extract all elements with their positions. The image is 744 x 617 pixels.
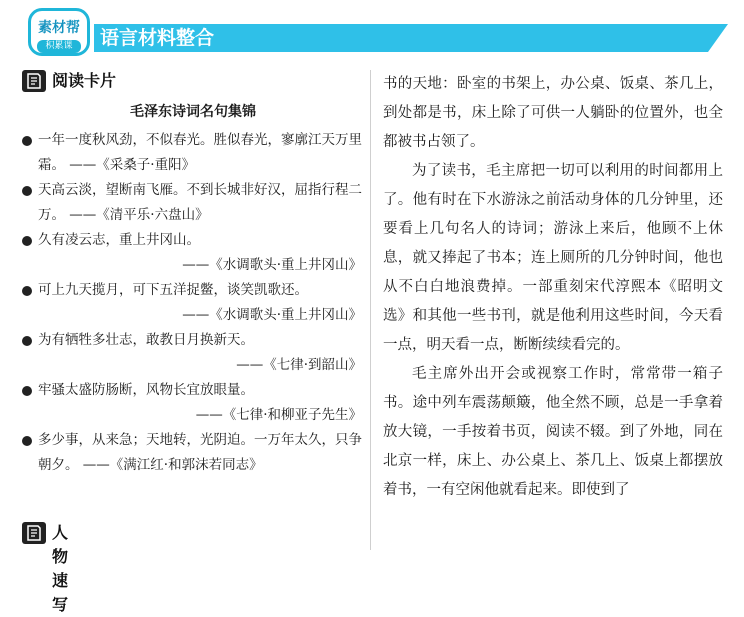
bullet-icon: [22, 186, 32, 196]
badge-main-label: 素材帮: [38, 20, 80, 36]
quote-text: 一年一度秋风劲，不似春光。胜似春光，寥廓江天万里霜。: [38, 132, 362, 173]
quote-item: [22, 428, 364, 478]
bullet-icon: [22, 136, 32, 146]
left-column: [22, 68, 364, 614]
book-icon: [22, 70, 46, 92]
right-column: [383, 70, 723, 550]
quote-text: 可上九天揽月，可下五洋捉鳖，谈笑凯歌还。: [38, 282, 308, 298]
bullet-icon: [22, 386, 32, 396]
bullet-icon: [22, 286, 32, 296]
bullet-icon: [22, 236, 32, 246]
quote-text: 牢骚太盛防肠断，风物长宜放眼量。: [38, 382, 254, 398]
quote-item: [22, 178, 364, 228]
title-bar: [94, 24, 708, 52]
body-paragraph: 为了读书，毛主席把一切可以利用的时间都用上了。他有时在下水游泳之前活动身体的几分钟里，还要看上几句名人的诗词；游泳上来后，他顾不上休息，就又捧起了书本；连上厕所的几分钟时间，他也从不白白地浪费掉。一部重刻宋代淳熙本《昭明文选》和其他一些书刊，就是他利用这些时间，今天看一点，明天看一点，断断续续看完的。: [383, 163, 723, 353]
poem-collection-title: 毛泽东诗词名句集锦: [130, 104, 256, 120]
body-paragraph: 毛主席外出开会或视察工作时，常常带一箱子书。途中列车震荡颠簸，他全然不顾，总是一手拿着放大镜，一手按着书页，阅读不辍。到了外地，同在北京一样，床上、办公桌上、茶几上、饭桌上都摆放着书，一有空闲他就看起来。即使到了: [383, 366, 723, 498]
sketch-label: 人物速写: [52, 523, 69, 614]
quote-source: ——《水调歌头·重上井冈山》: [182, 257, 362, 273]
quote-item: [22, 228, 364, 278]
quote-source: ——《满江红·和郭沫若同志》: [82, 457, 263, 473]
header-banner: [0, 0, 744, 60]
quote-text: 久有凌云志，重上井冈山。: [38, 232, 200, 248]
column-badge: [28, 8, 90, 56]
section-title: 语言材料整合: [100, 27, 215, 49]
reading-card-label: 阅读卡片: [52, 71, 117, 90]
quote-source: ——《清平乐·六盘山》: [69, 207, 209, 223]
body-paragraph: 书的天地：卧室的书架上，办公桌、饭桌、茶几上，到处都是书，床上除了可供一人躺卧的位置外，也全都被书占领了。: [383, 76, 723, 150]
quote-item: [22, 378, 364, 428]
book-icon: [22, 522, 46, 544]
quote-text: 多少事，从来急；天地转，光阴迫。一万年太久，只争朝夕。: [38, 432, 362, 473]
column-divider: [370, 70, 371, 550]
bullet-icon: [22, 436, 32, 446]
badge-sub-label: 积累课: [37, 40, 81, 53]
quote-item: [22, 278, 364, 328]
quote-text: 天高云淡，望断南飞雁。不到长城非好汉，屈指行程二万。: [38, 182, 362, 223]
quote-source: ——《七律·和柳亚子先生》: [195, 407, 362, 423]
quote-source: ——《七律·到韶山》: [236, 357, 362, 373]
bullet-icon: [22, 336, 32, 346]
reading-card-heading: [22, 68, 364, 94]
quote-item: [22, 328, 364, 378]
quote-source: ——《水调歌头·重上井冈山》: [182, 307, 362, 323]
quote-source: ——《采桑子·重阳》: [69, 157, 196, 173]
quote-text: 为有牺牲多壮志，敢教日月换新天。: [38, 332, 254, 348]
quote-item: [22, 128, 364, 178]
